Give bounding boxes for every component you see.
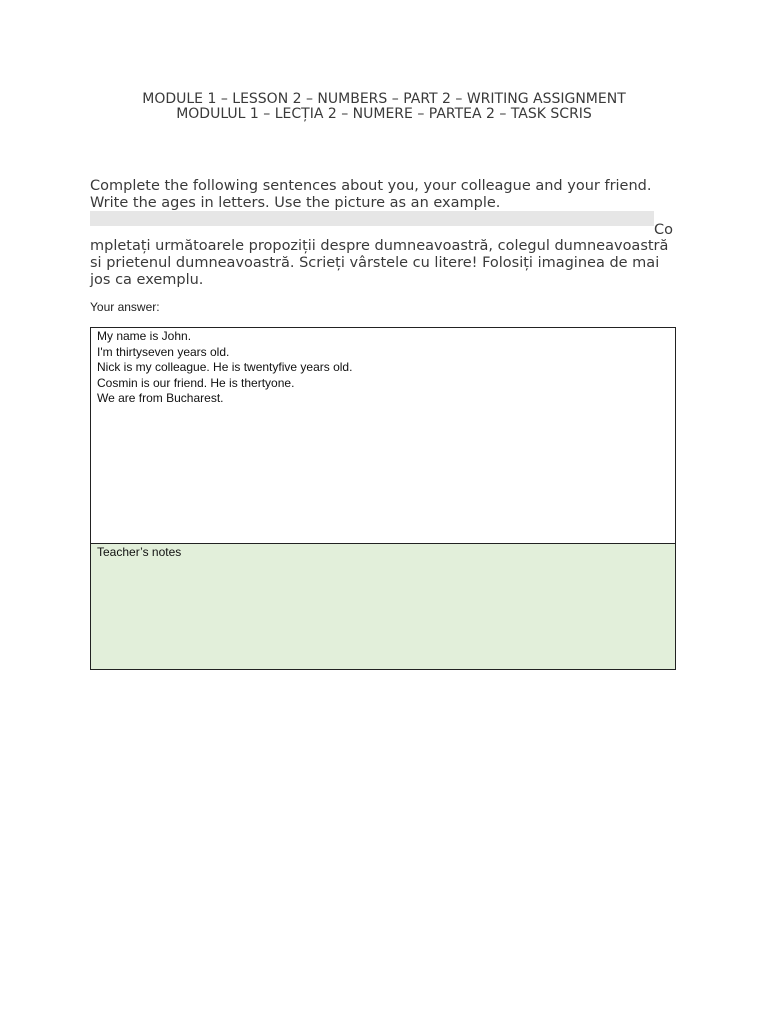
page-title: [0, 92, 768, 122]
answer-box[interactable]: [90, 327, 676, 544]
teacher-notes-box[interactable]: [90, 544, 676, 670]
answer-line: We are from Bucharest.: [97, 391, 224, 405]
answer-line: I'm thirtyseven years old.: [97, 344, 230, 359]
answer-line: My name is John.: [97, 329, 192, 343]
title-english: MODULE 1 – LESSON 2 – NUMBERS – PART 2 – WRITING ASSIGNMENT: [142, 91, 626, 107]
title-romanian: MODULUL 1 – LECȚIA 2 – NUMERE – PARTEA 2 – TASK SCRIS: [176, 106, 592, 122]
answer-line: Nick is my colleague. He is twentyfive years old.: [97, 360, 353, 374]
your-answer-label: Your answer:: [90, 300, 160, 314]
teacher-notes-label: Teacher’s notes: [97, 545, 182, 559]
instructions-romanian: mpletați următoarele propoziții despre dumneavoastră, colegul dumneavoastră si prietenul dumneavoastră. Scrieți vârstele cu litere! Folosiți imaginea de mai jos ca exemplu.: [90, 238, 669, 288]
instructions-english: Complete the following sentences about you, your colleague and your friend. Write the ages in letters. Use the picture as an example.: [90, 178, 652, 211]
instructions-romanian-start: Co: [654, 222, 673, 238]
answer-line: Cosmin is our friend. He is thertyone.: [97, 375, 295, 390]
instructions: [90, 178, 680, 212]
highlight-bar: [90, 211, 654, 226]
